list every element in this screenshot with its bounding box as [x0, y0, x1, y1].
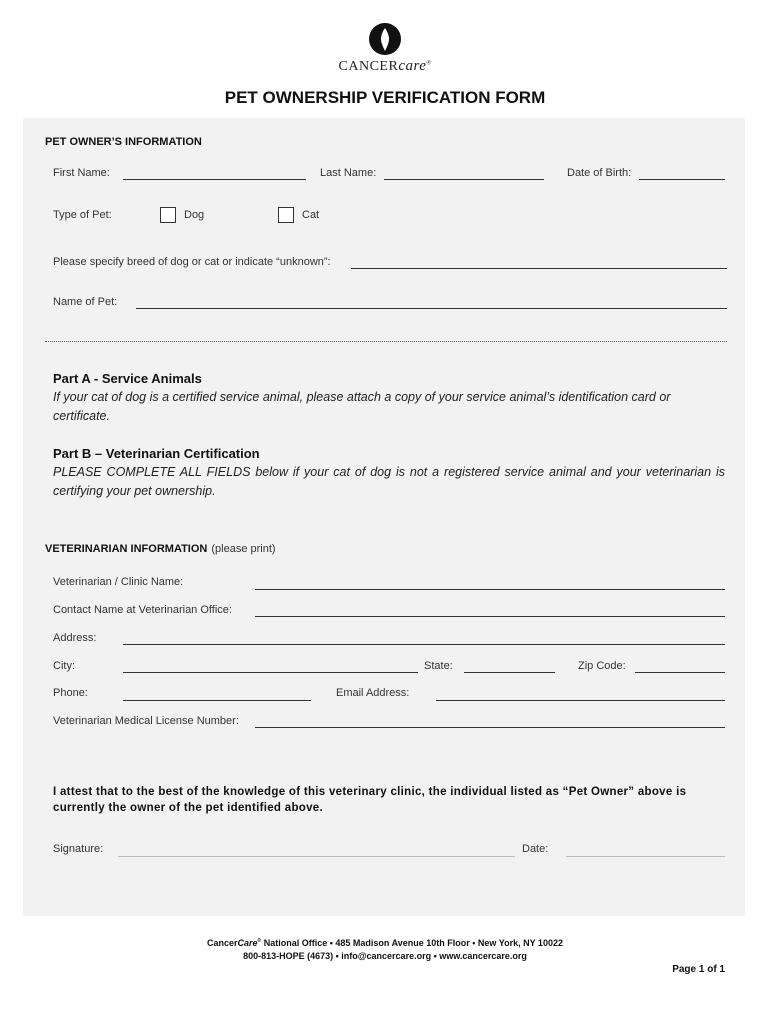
dog-label: Dog [184, 209, 205, 221]
dog-checkbox[interactable] [160, 207, 176, 223]
first-name-label: First Name: [53, 167, 110, 179]
part-a-body: If your cat of dog is a certified service animal, please attach a copy of your service animal’s identification card or certificate. [53, 390, 671, 423]
license-number-field[interactable] [255, 727, 725, 728]
vet-section-heading: VETERINARIAN INFORMATION (please print) [45, 543, 276, 555]
state-field[interactable] [464, 672, 555, 673]
footer-contact: 800-813-HOPE (4673) • info@cancercare.org • www.cancercare.org [243, 951, 527, 961]
footer-address: CancerCare® National Office • 485 Madison Avenue 10th Floor • New York, NY 10022 [207, 938, 563, 948]
phone-label: Phone: [53, 687, 88, 699]
part-b-title: Part B – Veterinarian Certification [53, 446, 260, 461]
dob-field[interactable] [639, 179, 725, 180]
state-label: State: [424, 660, 453, 672]
flame-logo-icon [368, 22, 402, 56]
email-field[interactable] [436, 700, 725, 701]
cancercare-logo [0, 22, 770, 75]
part-a-title: Part A - Service Animals [53, 371, 202, 386]
city-label: City: [53, 660, 75, 672]
zip-label: Zip Code: [578, 660, 626, 672]
address-field[interactable] [123, 644, 725, 645]
pet-name-label: Name of Pet: [53, 296, 118, 308]
owner-section-heading: PET OWNER’S INFORMATION [45, 136, 202, 148]
vet-section-subheading: (please print) [211, 543, 276, 555]
pet-name-field[interactable] [136, 308, 727, 309]
clinic-name-field[interactable] [255, 589, 725, 590]
phone-field[interactable] [123, 700, 311, 701]
license-number-label: Veterinarian Medical License Number: [53, 715, 239, 727]
first-name-field[interactable] [123, 179, 306, 180]
cat-label: Cat [302, 209, 320, 221]
page-number: Page 1 of 1 [672, 964, 725, 975]
part-b-body: PLEASE COMPLETE ALL FIELDS below if your cat of dog is not a registered service animal and your veterinarian is certifying your pet ownership. [53, 465, 725, 498]
last-name-field[interactable] [384, 179, 544, 180]
attestation-text: I attest that to the best of the knowledge of this veterinary clinic, the individual listed as “Pet Owner” above is currently the owner of the pet identified above. [53, 786, 687, 814]
signature-field[interactable] [118, 856, 515, 857]
signature-label: Signature: [53, 843, 104, 855]
address-label: Address: [53, 632, 97, 644]
dotted-divider [45, 341, 727, 342]
last-name-label: Last Name: [320, 167, 377, 179]
breed-field[interactable] [351, 268, 727, 269]
date-field[interactable] [566, 856, 725, 857]
clinic-name-label: Veterinarian / Clinic Name: [53, 576, 184, 588]
email-label: Email Address: [336, 687, 410, 699]
logo-wordmark: CANCERcare® [338, 58, 432, 74]
form-title: PET OWNERSHIP VERIFICATION FORM [224, 88, 546, 107]
type-of-pet-label: Type of Pet: [53, 209, 112, 221]
dob-label: Date of Birth: [567, 167, 632, 179]
contact-name-field[interactable] [255, 616, 725, 617]
zip-field[interactable] [635, 672, 725, 673]
date-label: Date: [522, 843, 549, 855]
breed-label: Please specify breed of dog or cat or indicate “unknown”: [53, 256, 331, 268]
city-field[interactable] [123, 672, 418, 673]
contact-name-label: Contact Name at Veterinarian Office: [53, 604, 232, 616]
cat-checkbox[interactable] [278, 207, 294, 223]
